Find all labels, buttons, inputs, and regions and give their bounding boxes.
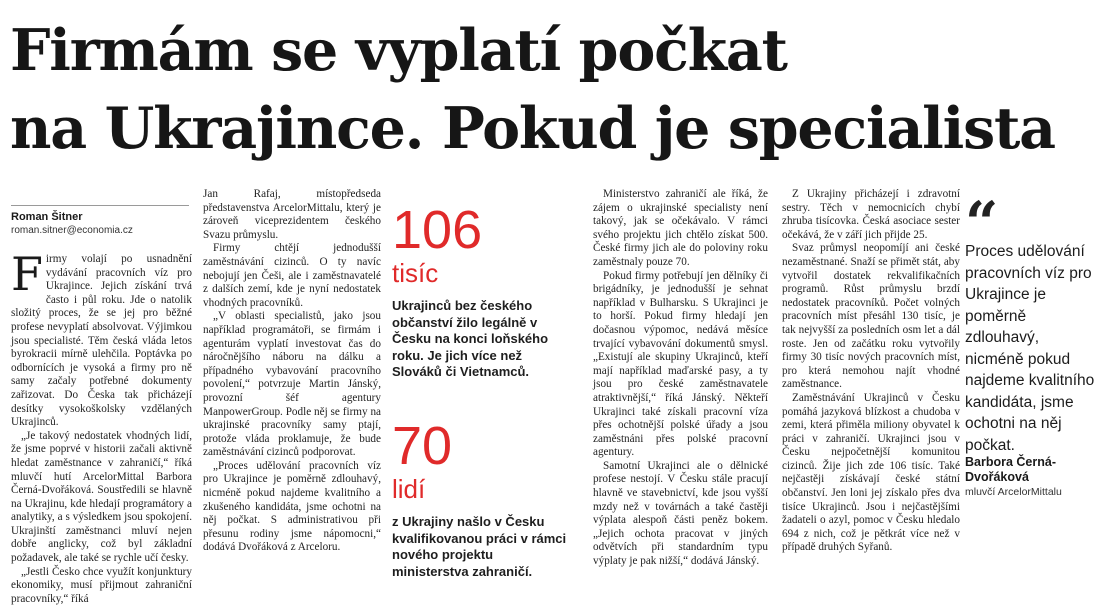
paragraph: Pokud firmy potřebují jen dělníky či brigádníky, je jednodušší je sehnat například v Bulharsku. S Ukrajinci je to horší. Pokud firmy hledají jen dočasnou výpomoc, nedává měsíce trvající vybavování dokumentů smysl. „Existují ale skupiny Ukrajinců, kteří mají například maďarské pasy, a ty jsou pro české zaměstnavatele atraktivnější,“ říká Jánský. Někteří Ukrajinci také získali pracovní víza přes ochotnější polské úřady a jsou zaměstnáni přes polské pracovní agentury. [593, 269, 768, 459]
article-column-4 [593, 188, 768, 569]
headline-line-1: Firmám se vyplatí počkat [10, 17, 787, 84]
stat-description: Ukrajinců bez českého občanství žilo legálně v Česku na konci loňského roku. Je jich více než Slováků či Vietnamců. [392, 298, 549, 379]
author-email[interactable]: roman.sitner@economia.cz [11, 225, 133, 236]
paragraph: Jan Rafaj, místopředseda představenstva ArcelorMittalu, který je zároveň viceprezidentem českého Svazu průmyslu. [203, 188, 381, 241]
author-name: Roman Šitner [11, 211, 83, 223]
drop-cap: F [11, 247, 43, 301]
stat-box-70 [392, 418, 452, 504]
paragraph: „V oblasti specialistů, jako jsou například programátoři, se firmám i agenturám vyplatí investovat čas do náročnějšího náboru na dálku a případného vybavování pracovního povolení,“ potvrzuje Martin Jánský, provozní šéf agentury ManpowerGroup. Podle něj se firmy na ukrajinské pracovníky samy ptají, protože vláda proklamuje, že bude zaměstnávání cizinců podporovat. [203, 310, 381, 459]
headline-line-2: na Ukrajince. Pokud je specialista [10, 95, 1055, 162]
pull-quote: Proces udělování pracovních víz pro Ukrajince je poměrně zdlouhavý, nicméně pokud najdeme kvalitního kandidáta, jsme ochotni na něj počkat. [965, 243, 1095, 454]
paragraph-text: irmy volají po usnadnění vydávání pracovních víz pro Ukrajince. Jejich získání trvá často i půl roku. Jde o natolik složitý proces, že se jej pro běžné profese nevyplatí absolvovat. Výjimkou jsou specialisté. Těm česká vláda letos byrokracii mírně ulehčila. Poptávka po odbornících je vysoká a firmy pro ně samy začaly potřebné dokumenty zařizovat. Do Česka tak přicházejí desítky vysokoškolsky vzdělaných Ukrajinců. [11, 253, 192, 429]
byline [11, 205, 189, 237]
quote-author-role: mluvčí ArcelorMittalu [965, 486, 1062, 498]
paragraph: Zaměstnávání Ukrajinců v Česku pomáhá jazyková blízkost a chudoba v zemi, která přimělа miliony obyvatel k práci v zahraničí. Ukrajinci jsou v Česku nejpočetnější komunitou cizinců. Žije jich zde 106 tisíc. Také nejčastěji získávají české státní občanství. Jen loni jej získalo přes dva tisíce Ukrajinců. Jsou i nejčastějšími žadateli o azyl, pomoc v Česku hledalo 694 z nich, což je pětkrát více než v případě druhých Syřanů. [782, 391, 960, 554]
quote-author-name: Barbora Černá-Dvořáková [965, 455, 1056, 484]
quote-icon: “ [965, 189, 999, 257]
stat-description: z Ukrajiny našlo v Česku kvalifikovanou práci v rámci nového projektu ministerstva zahraničí. [392, 514, 567, 579]
paragraph [11, 247, 192, 430]
headline [10, 12, 1090, 168]
stat-unit: tisíc [392, 258, 439, 288]
paragraph: „Jestli Česko chce využít konjunktury ekonomiky, musí přijmout zahraniční pracovníky,“ říká [11, 565, 192, 605]
article-column-1 [11, 247, 192, 606]
paragraph: Svaz průmysl neopomíjí ani české nezaměstnané. Snaží se přimět stát, aby vytvořil dostatek rekvalifikačních programů. Růst průmyslu brzdí nedostatek pracovníků. Počet volných pracovních míst přesáhl 130 tisíc, je tak nejvyšší za posledních osm let a dál roste. Jen od začátku roku vytvořily firmy 30 tisíc nových pracovních míst, pro která nemohou najít vhodné zaměstnance. [782, 242, 960, 391]
stat-unit: lidí [392, 474, 426, 504]
article-column-2 [203, 188, 381, 555]
paragraph: Firmy chtějí jednodušší zaměstnávání cizinců. O ty navíc nebojují jen Češi, ale i zaměstnavatelé z dalších zemí, kde je nyní nedostatek vhodných pracovníků. [203, 242, 381, 309]
paragraph: Z Ukrajiny přicházejí i zdravotní sestry. Těch v nemocnicích chybí zhruba tisícovka. Česká asociace sester očekává, že v září jich přijde 25. [782, 188, 960, 241]
stat-number: 106 [392, 200, 483, 260]
paragraph: „Je takový nedostatek vhodných lidí, že jsme poprvé v historii začali aktivně hledat zaměstnance v zahraničí,“ říká mluvčí hutí ArcelorMittal Barbora Černá-Dvořáková. Soustředili se hlavně na Ukrajinu, kde hledají programátory a analytiky, a s výsledkem jsou spokojení. Ukrajinští zaměstnanci mluví nejen dobře anglicky, což byl základní požadavek, ale také se rychle učí česky. [11, 429, 192, 565]
stat-box-106 [392, 202, 482, 288]
paragraph: Ministerstvo zahraničí ale říká, že zájem o ukrajinské specialisty není takový, jak se očekávalo. V rámci svého projektu jich chtělo získat 500. České firmy jich ale do poloviny roku zaměstnaly pouze 70. [593, 188, 768, 268]
stat-number: 70 [392, 416, 453, 476]
paragraph: Samotní Ukrajinci ale o dělnické profese nestojí. V Česku stále pracují hlavně ve stavebnictví, kde jsou vyšší mzdy než v továrnách a také častěji výplata alespoň části peněz bokem. „Jejich ochota pracovat v jiných odvětvích při standardním typu výplaty je pak nižší,“ dodává Jánský. [593, 459, 768, 568]
article-column-5 [782, 188, 960, 555]
paragraph: „Proces udělování pracovních víz pro Ukrajince je poměrně zdlouhavý, nicméně pokud najdeme kvalitního a zkušeného kandidáta, jsme ochotni na něj počkat. S administrativou při přesunu rodiny jsme nápomocni,“ dodává Dvořáková z Arceloru. [203, 459, 381, 554]
